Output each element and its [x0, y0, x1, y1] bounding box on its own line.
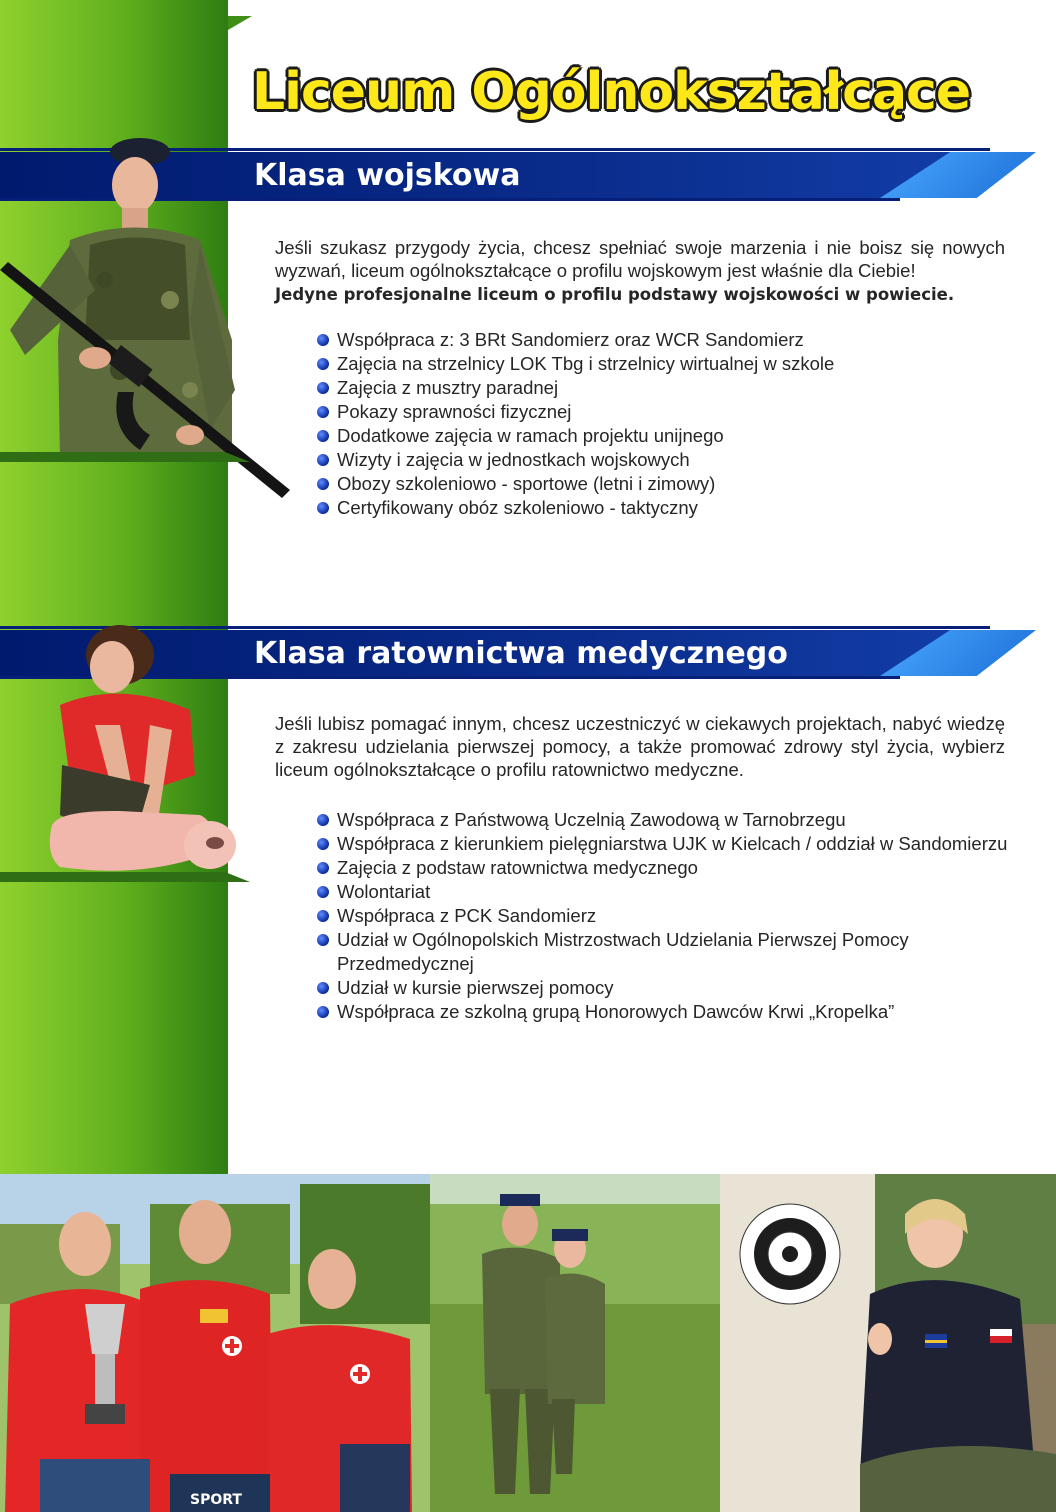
list-item: Wizyty i zajęcia w jednostkach wojskowych [314, 448, 834, 472]
bullet-icon [317, 934, 329, 946]
bullet-icon [317, 982, 329, 994]
section2-heading: Klasa ratownictwa medycznego [254, 636, 788, 671]
bullet-icon [317, 1006, 329, 1018]
bullet-icon [317, 358, 329, 370]
bottom-photo-collage [0, 1174, 1056, 1512]
list-item: Współpraca z: 3 BRt Sandomierz oraz WCR Sandomierz [314, 328, 834, 352]
bullet-icon [317, 382, 329, 394]
list-item: Współpraca z kierunkiem pielęgniarstwa UJK w Kielcach / oddział w Sandomierzu [314, 832, 1007, 856]
section1-list [314, 328, 834, 520]
list-item: Udział w kursie pierwszej pomocy [314, 976, 1007, 1000]
bullet-icon [317, 838, 329, 850]
list-item: Wolontariat [314, 880, 1007, 904]
green-corner-tab [228, 16, 252, 30]
section1-intro [275, 236, 1005, 306]
list-item: Zajęcia na strzelnicy LOK Tbg i strzelnicy wirtualnej w szkole [314, 352, 834, 376]
list-item: Współpraca z PCK Sandomierz [314, 904, 1007, 928]
bullet-icon [317, 334, 329, 346]
section1-intro-text: Jeśli szukasz przygody życia, chcesz spełniać swoje marzenia i nie boisz się nowych wyzwań, liceum ogólnokształcące o profilu wojskowym jest właśnie dla Ciebie! [275, 237, 1005, 281]
section2-intro-text: Jeśli lubisz pomagać innym, chcesz uczestniczyć w ciekawych projektach, nabyć wiedzę z zakresu udzielania pierwszej pomocy, a także promować zdrowy styl życia, wybierz liceum ogólnokształcące o profilu ratownictwo medyczne. [275, 713, 1005, 780]
list-item: Dodatkowe zajęcia w ramach projektu unijnego [314, 424, 834, 448]
medic-photo [0, 615, 250, 895]
bullet-icon [317, 454, 329, 466]
bullet-icon [317, 502, 329, 514]
list-item: Współpraca ze szkolną grupą Honorowych Dawców Krwi „Kropelka” [314, 1000, 1007, 1024]
list-item: Certyfikowany obóz szkoleniowo - taktyczny [314, 496, 834, 520]
bullet-icon [317, 862, 329, 874]
bullet-icon [317, 886, 329, 898]
green-shelf-1 [0, 452, 250, 462]
list-item: Obozy szkoleniowo - sportowe (letni i zimowy) [314, 472, 834, 496]
section2-intro [275, 712, 1005, 781]
section1-heading: Klasa wojskowa [254, 158, 521, 193]
section1-intro-bold: Jedyne profesjonalne liceum o profilu podstawy wojskowości w powiecie. [275, 285, 955, 304]
section2-list [314, 808, 1007, 1024]
list-item: Zajęcia z musztry paradnej [314, 376, 834, 400]
bullet-icon [317, 478, 329, 490]
bullet-icon [317, 910, 329, 922]
shirt-label: SPORT [190, 1492, 242, 1508]
list-item: Udział w Ogólnopolskich Mistrzostwach Udzielania Pierwszej Pomocy Przedmedycznej [314, 928, 937, 976]
list-item: Współpraca z Państwową Uczelnią Zawodową w Tarnobrzegu [314, 808, 1007, 832]
bullet-icon [317, 406, 329, 418]
bullet-icon [317, 814, 329, 826]
bullet-icon [317, 430, 329, 442]
list-item: Zajęcia z podstaw ratownictwa medycznego [314, 856, 1007, 880]
page-title: Liceum Ogólnokształcące [252, 62, 971, 122]
green-shelf-2 [0, 872, 250, 882]
list-item: Pokazy sprawności fizycznej [314, 400, 834, 424]
